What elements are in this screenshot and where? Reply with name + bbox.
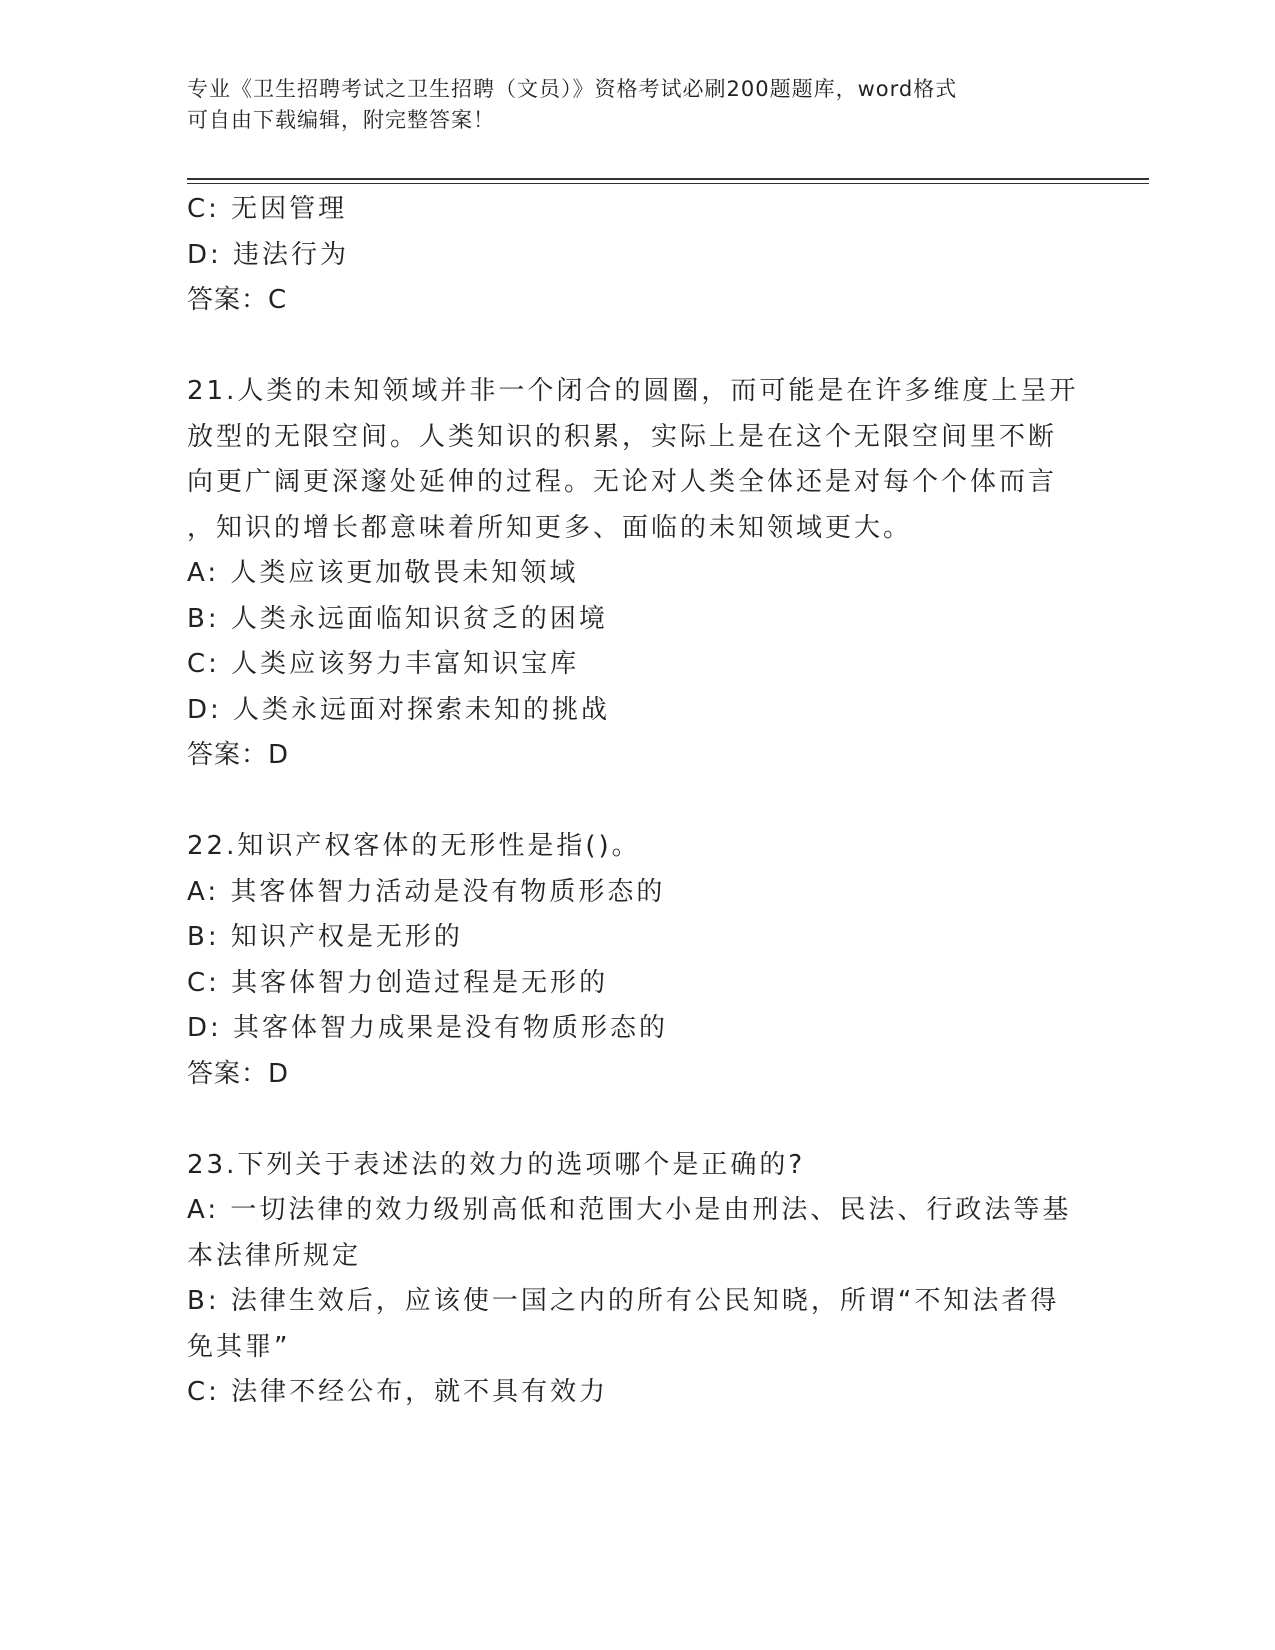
header-divider-thin: [187, 183, 1149, 184]
question-stem-line: 21.人类的未知领域并非一个闭合的圆圈，而可能是在许多维度上呈开: [187, 376, 1079, 406]
answer-line: 答案：D: [187, 740, 290, 770]
header-divider-thick: [187, 178, 1149, 180]
option-a-line: A: 一切法律的效力级别高低和范围大小是由刑法、民法、行政法等基: [187, 1195, 1072, 1225]
question-content: [187, 187, 1087, 1416]
question-stem: 22.知识产权客体的无形性是指()。: [187, 831, 641, 861]
option-c: C: 法律不经公布，就不具有效力: [187, 1377, 609, 1407]
question-stem: 23.下列关于表述法的效力的选项哪个是正确的?: [187, 1149, 806, 1180]
question-21: [187, 369, 1087, 779]
option-b-line: B: 法律生效后，应该使一国之内的所有公民知晓，所谓“不知法者得: [187, 1286, 1060, 1316]
question-23: [187, 1143, 1087, 1416]
answer-line: 答案：D: [187, 1058, 290, 1089]
header-title-line-1: 专业《卫生招聘考试之卫生招聘（文员）》资格考试必刷200题题库，word格式: [187, 77, 958, 101]
option-b: B: 知识产权是无形的: [187, 922, 463, 952]
option-b: B: 人类永远面临知识贫乏的困境: [187, 603, 608, 634]
question-22: [187, 824, 1087, 1097]
option-c: C: 人类应该努力丰富知识宝库: [187, 649, 580, 679]
option-d: D: 违法行为: [187, 239, 350, 270]
option-d: D: 其客体智力成果是没有物质形态的: [187, 1013, 669, 1043]
question-stem-line: 向更广阔更深邃处延伸的过程。无论对人类全体还是对每个个体而言: [187, 467, 1058, 497]
option-c: C: 其客体智力创造过程是无形的: [187, 967, 609, 998]
option-a-line: 本法律所规定: [187, 1240, 362, 1271]
answer-line: 答案：C: [187, 285, 288, 315]
option-d: D: 人类永远面对探索未知的挑战: [187, 694, 611, 725]
header-title-line-2: 可自由下载编辑，附完整答案！: [187, 108, 495, 132]
question-stem-line: ，知识的增长都意味着所知更多、面临的未知领域更大。: [187, 512, 913, 543]
option-b-line: 免其罪”: [187, 1331, 291, 1362]
previous-question-tail: [187, 187, 1087, 324]
option-a: A: 其客体智力活动是没有物质形态的: [187, 876, 666, 907]
option-c: C: 无因管理: [187, 194, 348, 224]
option-a: A: 人类应该更加敬畏未知领域: [187, 558, 579, 588]
document-header: [187, 74, 1067, 136]
question-stem-line: 放型的无限空间。人类知识的积累，实际上是在这个无限空间里不断: [187, 421, 1058, 452]
